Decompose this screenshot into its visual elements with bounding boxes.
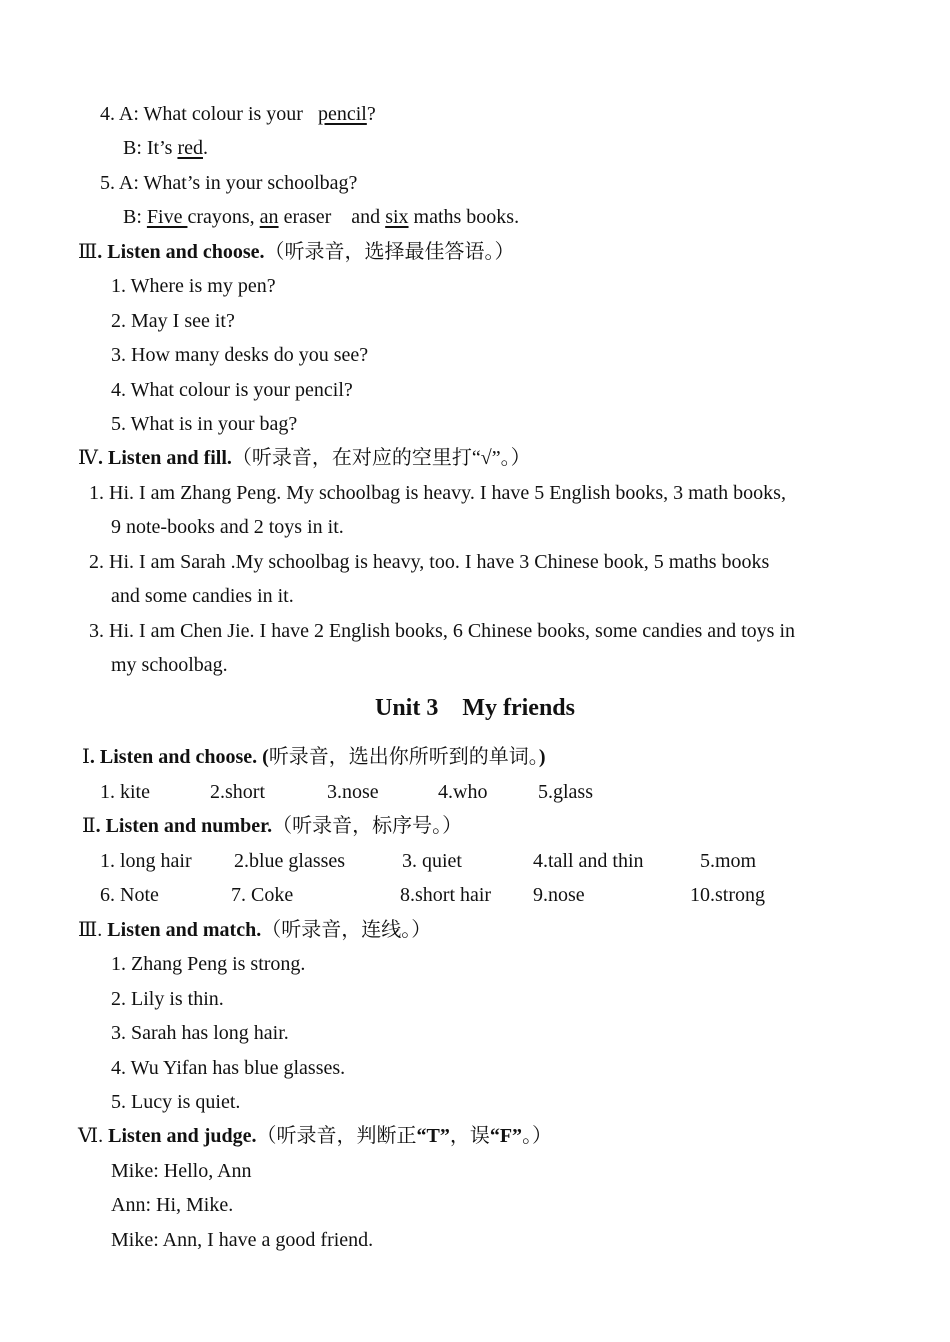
word-item: 2.short [210,781,265,803]
word-item: 5.mom [700,850,757,872]
list-item: 3. Sarah has long hair. [111,1022,289,1044]
list-item-continued: 9 note-books and 2 toys in it. [111,516,344,538]
word-row [0,779,950,805]
list-item: 2. May I see it? [111,310,235,332]
dialogue-line: Mike: Ann, I have a good friend. [111,1229,374,1251]
word-item: 1. long hair [100,850,192,872]
list-item: 2. Lily is thin. [111,988,224,1010]
word-item: 9.nose [533,884,585,906]
question-4a: 4. A: What colour is your pencil? [100,103,376,125]
list-item: 5. Lucy is quiet. [111,1091,241,1113]
section-heading-listen-judge: Ⅵ. Listen and judge.（听录音，判断正“T”，误“F”。） [78,1125,553,1147]
list-item: 1. Zhang Peng is strong. [111,953,306,975]
list-item: 5. What is in your bag? [111,413,298,435]
answer-blank-an: an [259,206,279,228]
word-item: 6. Note [100,884,159,906]
answer-blank-six: six [385,206,409,228]
list-item: 2. Hi. I am Sarah .My schoolbag is heavy, too. I have 3 Chinese book, 5 maths books [89,551,770,573]
word-item: 8.short hair [400,884,492,906]
answer-4b: B: It’s red. [123,137,208,159]
word-item: 3. quiet [402,850,462,872]
section-heading-listen-number: Ⅱ. Listen and number.（听录音，标序号。） [82,815,463,837]
answer-blank-red: red [177,137,203,159]
list-item: 4. What colour is your pencil? [111,379,353,401]
word-item: 4.who [438,781,488,803]
question-5a: 5. A: What’s in your schoolbag? [100,172,358,194]
list-item: 1. Where is my pen? [111,275,276,297]
word-item: 5.glass [538,781,593,803]
list-item-continued: my schoolbag. [111,654,228,676]
word-item: 4.tall and thin [533,850,644,872]
word-item: 3.nose [327,781,379,803]
word-item: 7. Coke [231,884,294,906]
list-item: 3. How many desks do you see? [111,344,369,366]
section-heading-listen-match: Ⅲ. Listen and match.（听录音，连线。） [78,919,432,941]
unit-title: Unit 3 My friends [375,695,575,721]
word-item: 10.strong [690,884,765,906]
list-item: 3. Hi. I am Chen Jie. I have 2 English books, 6 Chinese books, some candies and toys in [89,620,796,642]
word-item: 2.blue glasses [234,850,346,872]
section-heading-listen-choose: Ⅰ. Listen and choose. (听录音，选出你所听到的单词。) [82,746,546,768]
section-heading-listen-fill: Ⅳ. Listen and fill.（听录音，在对应的空里打“√”。） [78,447,531,469]
answer-blank-five: Five [146,206,188,228]
list-item-continued: and some candies in it. [111,585,294,607]
word-row [0,848,950,874]
answer-5b: B: Five crayons, an eraser and six maths books. [123,206,520,228]
dialogue-line: Ann: Hi, Mike. [111,1194,234,1216]
word-row [0,882,950,908]
word-item: 1. kite [100,781,150,803]
list-item: 4. Wu Yifan has blue glasses. [111,1057,346,1079]
section-heading-listen-choose: Ⅲ. Listen and choose.（听录音，选择最佳答语。） [78,241,515,263]
list-item: 1. Hi. I am Zhang Peng. My schoolbag is heavy. I have 5 English books, 3 math books, [89,482,786,504]
answer-blank-pencil: pencil [317,103,367,125]
dialogue-line: Mike: Hello, Ann [111,1160,252,1182]
